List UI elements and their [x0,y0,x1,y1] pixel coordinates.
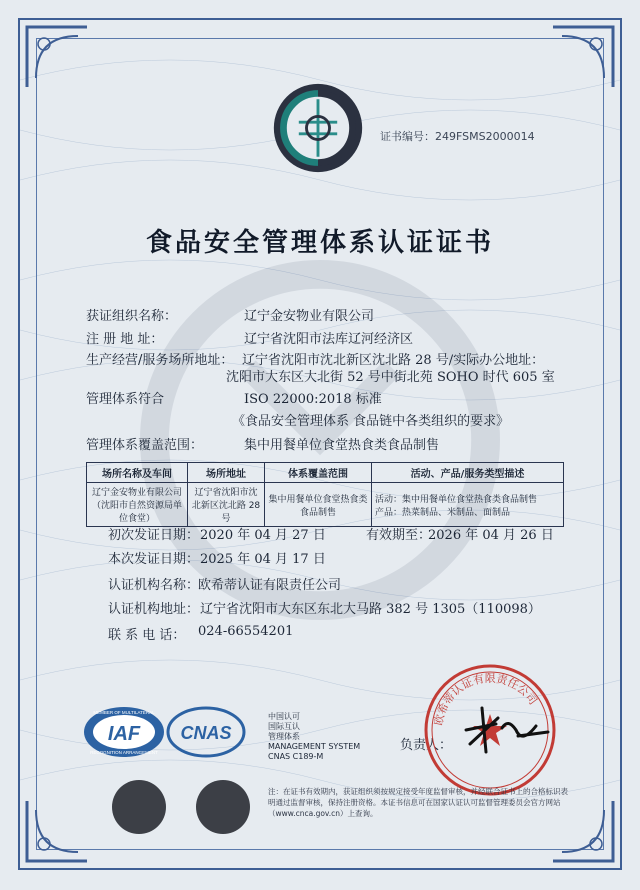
table-row [87,483,564,527]
cert-body-value: 欧希蒂认证有限责任公司 [198,578,342,593]
certificate-number: 证书编号：249FSMS2000014 [380,130,535,143]
corner-ornament-icon [22,796,92,866]
valid-until-label: 有效期至： [366,528,432,543]
accreditation-line: MANAGEMENT SYSTEM [268,742,361,751]
org-name-label: 获证组织名称： [86,309,178,324]
phone-label: 联 系 电 话： [108,628,186,643]
valid-until-value: 2026 年 04 月 26 日 [428,528,554,543]
coverage-value: 集中用餐单位食堂热食类食品制售 [244,438,440,453]
iaf-logo-icon [83,706,165,758]
qr-code-icon [196,780,250,834]
table-header-cell: 场所地址 [188,463,265,483]
accreditation-info [268,712,360,762]
footer-note: 注：在证书有效期内，获证组织须按规定接受年度监督审核，并经联合证书上的合格标识表明通过监督审核，保持注册资格。本证书信息可在国家认证认可监督管理委员会官方网站（www.cnca.gov.cn）上查询。 [268,787,568,818]
cert-body-address-label: 认证机构地址： [108,602,200,617]
table-header-row [87,463,564,483]
iaf-ring-top: MEMBER OF MULTILATERAL [93,710,155,715]
responsible-label: 负责人： [400,738,453,753]
cnas-text: CNAS [180,723,232,743]
table-cell-site-name: 辽宁金安物业有限公司（沈阳市自然资源局单位食堂） [87,483,188,527]
stamp-text: 欧希蒂认证有限责任公司 [432,671,540,727]
table-cell-description [372,483,564,527]
standard-label: 管理体系符合 [86,392,165,407]
table-header-cell: 活动、产品/服务类型描述 [372,463,564,483]
corner-ornament-icon [548,22,618,92]
coverage-label: 管理体系覆盖范围： [86,438,204,453]
standard-description: 《食品安全管理体系 食品链中各类组织的要求》 [232,414,510,429]
site-address-label: 生产经营/服务场所地址： [86,353,234,368]
this-issue-value: 2025 年 04 月 17 日 [200,552,326,567]
accreditation-line: CNAS C189-M [268,752,324,761]
standard-value: ISO 22000:2018 标准 [244,392,382,407]
site-address-line2: 沈阳市大东区大北街 52 号中街北苑 SOHO 时代 605 室 [226,370,555,385]
cert-body-address-value: 辽宁省沈阳市大东区东北大马路 382 号 1305（110098） [200,602,541,617]
cert-body-label: 认证机构名称： [108,578,200,593]
this-issue-label: 本次发证日期： [108,552,200,567]
phone-value: 024-66554201 [198,624,294,639]
org-name-value: 辽宁金安物业有限公司 [244,309,375,324]
site-address-line1: 辽宁省沈阳市沈北新区沈北路 28 号/实际办公地址： [242,353,545,368]
cnas-logo-icon [166,706,246,758]
first-issue-label: 初次发证日期： [108,528,200,543]
iaf-text: IAF [107,723,141,745]
iaf-ring-bottom: RECOGNITION ARRANGEMENT [90,750,158,755]
accreditation-line: 国际互认 [268,722,300,731]
certification-logo-icon [270,80,366,176]
table-header-cell: 场所名称及车间 [87,463,188,483]
table-cell-site-address: 辽宁省沈阳市沈北新区沈北路 28 号 [188,483,265,527]
scope-table [86,462,564,527]
registered-address-value: 辽宁省沈阳市法库辽河经济区 [244,332,414,347]
table-cell-scope: 集中用餐单位食堂热食类食品制售 [265,483,372,527]
accreditation-line: 管理体系 [268,732,300,741]
signature-icon [456,700,556,760]
accreditation-line: 中国认可 [268,712,300,721]
first-issue-value: 2020 年 04 月 27 日 [200,528,326,543]
description-line2: 产品：热菜制品、米制品、面制品 [375,507,511,518]
qr-code-icon [112,780,166,834]
description-line1: 活动：集中用餐单位食堂热食类食品制售 [375,494,538,505]
corner-ornament-icon [22,22,92,92]
certificate-title: 食品安全管理体系认证证书 [145,228,494,258]
table-header-cell: 体系覆盖范围 [265,463,372,483]
registered-address-label: 注 册 地 址： [86,332,164,347]
